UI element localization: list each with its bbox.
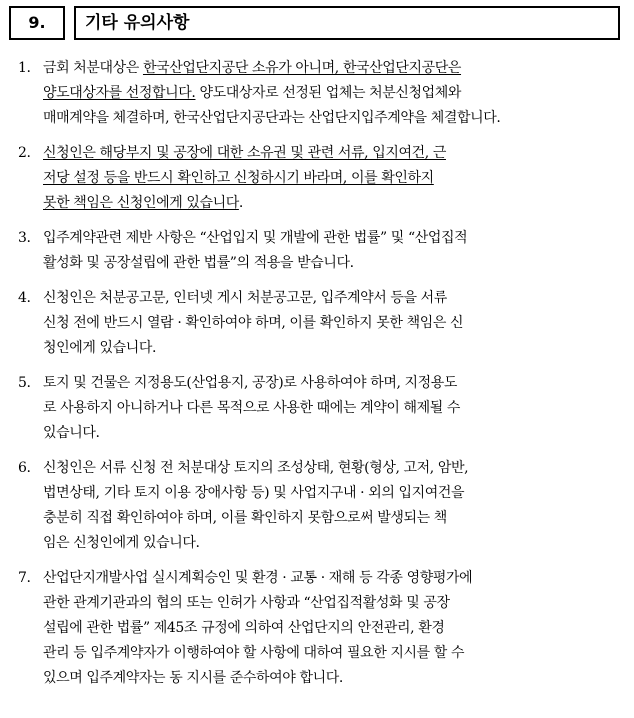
item-line: 법면상태, 기타 토지 이용 장애사항 등) 및 사업지구내 · 외의 입지여건을 — [43, 485, 465, 501]
notice-item-3 — [0, 226, 618, 276]
item-text: 양도대상자로 선정된 업체는 처분신청업체와 — [195, 85, 462, 101]
item-line: 신청 전에 반드시 열람 · 확인하여야 하며, 이를 확인하지 못한 책임은 신 — [43, 315, 464, 331]
item-line: 설립에 관한 법률” 제45조 규정에 의하여 산업단지의 안전관리, 환경 — [43, 620, 445, 636]
underlined-text: 한국산업단지공단 소유가 아니며, 한국산업단지공단은 — [142, 60, 462, 76]
item-line: 입주계약관련 제반 사항은 “산업입지 및 개발에 관한 법률” 및 “산업집적 — [43, 230, 468, 246]
item-line: 매매계약을 체결하며, 한국산업단지공단과는 산업단지입주계약을 체결합니다. — [43, 110, 501, 126]
section-number: 9. — [9, 6, 65, 40]
item-number: 7. — [18, 570, 31, 586]
underlined-text: 양도대상자를 선정합니다. — [43, 85, 196, 101]
item-line: 관리 등 입주계약자가 이행하여야 할 사항에 대하여 필요한 지시를 할 수 — [43, 645, 465, 661]
item-number: 2. — [18, 145, 31, 161]
notice-item-6 — [0, 456, 618, 556]
item-line: 토지 및 건물은 지정용도(산업용지, 공장)로 사용하여야 하며, 지정용도 — [43, 375, 458, 391]
item-line: 임은 신청인에게 있습니다. — [43, 535, 200, 551]
notice-item-5 — [0, 371, 618, 446]
section-title: 기타 유의사항 — [74, 6, 620, 40]
item-line: 신청인은 서류 신청 전 처분대상 토지의 조성상태, 현황(형상, 고저, 암반, — [43, 460, 469, 476]
item-line: 활성화 및 공장설립에 관한 법률”의 적용을 받습니다. — [43, 255, 354, 271]
item-line: 충분히 직접 확인하여야 하며, 이를 확인하지 못함으로써 발생되는 책 — [43, 510, 447, 526]
notice-item-4 — [0, 286, 618, 361]
item-text: 금회 처분대상은 — [43, 60, 143, 76]
item-number: 5. — [18, 375, 31, 391]
item-line: 로 사용하지 아니하거나 다른 목적으로 사용한 때에는 계약이 해제될 수 — [43, 400, 461, 416]
underlined-text: 신청인은 해당부지 및 공장에 대한 소유권 및 관련 서류, 입지여건, 근 — [43, 145, 446, 161]
notice-item-2 — [0, 141, 618, 216]
item-number: 3. — [18, 230, 31, 246]
item-line: 산업단지개발사업 실시계획승인 및 환경 · 교통 · 재해 등 각종 영향평가에 — [43, 570, 473, 586]
section-header — [0, 0, 634, 46]
item-line: 청인에게 있습니다. — [43, 340, 157, 356]
item-line: 있으며 입주계약자는 동 지시를 준수하여야 합니다. — [43, 670, 343, 686]
item-line — [43, 56, 618, 81]
item-number: 4. — [18, 290, 31, 306]
item-line — [43, 81, 618, 106]
item-line — [43, 191, 618, 216]
item-line: 신청인은 처분공고문, 인터넷 게시 처분공고문, 입주계약서 등을 서류 — [43, 290, 447, 306]
item-number: 1. — [18, 60, 31, 76]
item-line: 관한 관계기관과의 협의 또는 인허가 사항과 “산업집적활성화 및 공장 — [43, 595, 450, 611]
notice-list — [0, 56, 634, 701]
item-number: 6. — [18, 460, 31, 476]
notice-item-7 — [0, 566, 618, 691]
item-text: . — [238, 195, 243, 211]
item-line: 있습니다. — [43, 425, 100, 441]
notice-item-1 — [0, 56, 618, 131]
underlined-text: 못한 책임은 신청인에게 있습니다 — [43, 195, 239, 211]
underlined-text: 저당 설정 등을 반드시 확인하고 신청하시기 바라며, 이를 확인하지 — [43, 170, 434, 186]
